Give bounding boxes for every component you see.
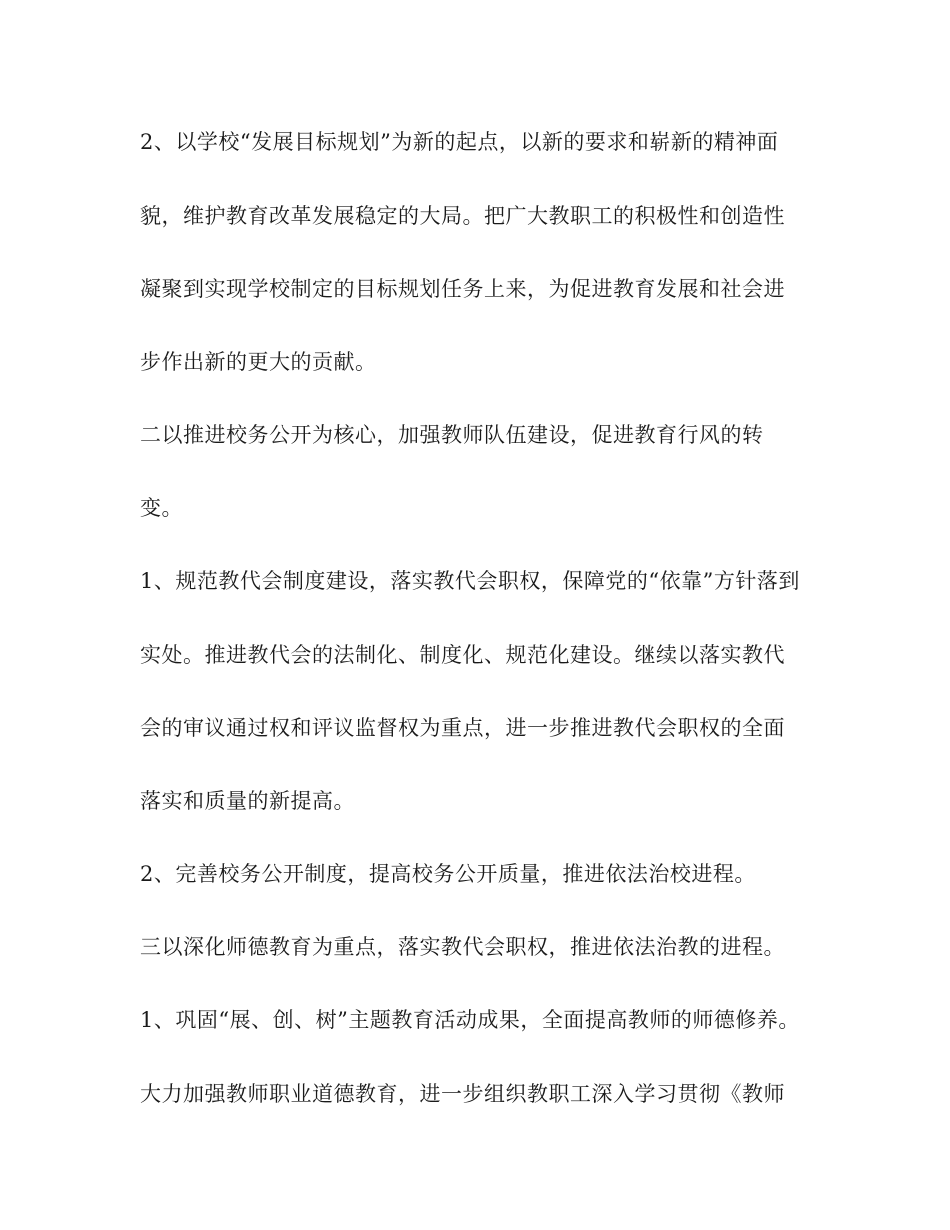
text-line: 1、规范教代会制度建设，落实教代会职权，保障党的“依靠”方针落到 (140, 569, 800, 593)
text-line: 2、以学校“发展目标规划”为新的起点，以新的要求和崭新的精神面 (140, 130, 779, 154)
text-line: 落实和质量的新提高。 (140, 789, 355, 813)
section-heading: 二以推进校务公开为核心，加强教师队伍建设，促进教育行风的转 (140, 423, 764, 447)
text-line: 貌，维护教育改革发展稳定的大局。把广大教职工的积极性和创造性 (140, 204, 785, 228)
text-line: 实处。推进教代会的法制化、制度化、规范化建设。继续以落实教代 (140, 643, 785, 667)
text-line: 2、完善校务公开制度，提高校务公开质量，推进依法治校进程。 (140, 862, 756, 886)
text-line: 凝聚到实现学校制定的目标规划任务上来，为促进教育发展和社会进 (140, 277, 785, 301)
section-heading: 变。 (140, 496, 183, 520)
section-heading: 三以深化师德教育为重点，落实教代会职权，推进依法治教的进程。 (140, 935, 785, 959)
text-line: 1、巩固“展、创、树”主题教育活动成果，全面提高教师的师德修养。 (140, 1008, 800, 1032)
text-line: 会的审议通过权和评议监督权为重点，进一步推进教代会职权的全面 (140, 716, 785, 740)
text-line: 步作出新的更大的贡献。 (140, 350, 377, 374)
text-line: 大力加强教师职业道德教育，进一步组织教职工深入学习贯彻《教师 (140, 1082, 785, 1106)
